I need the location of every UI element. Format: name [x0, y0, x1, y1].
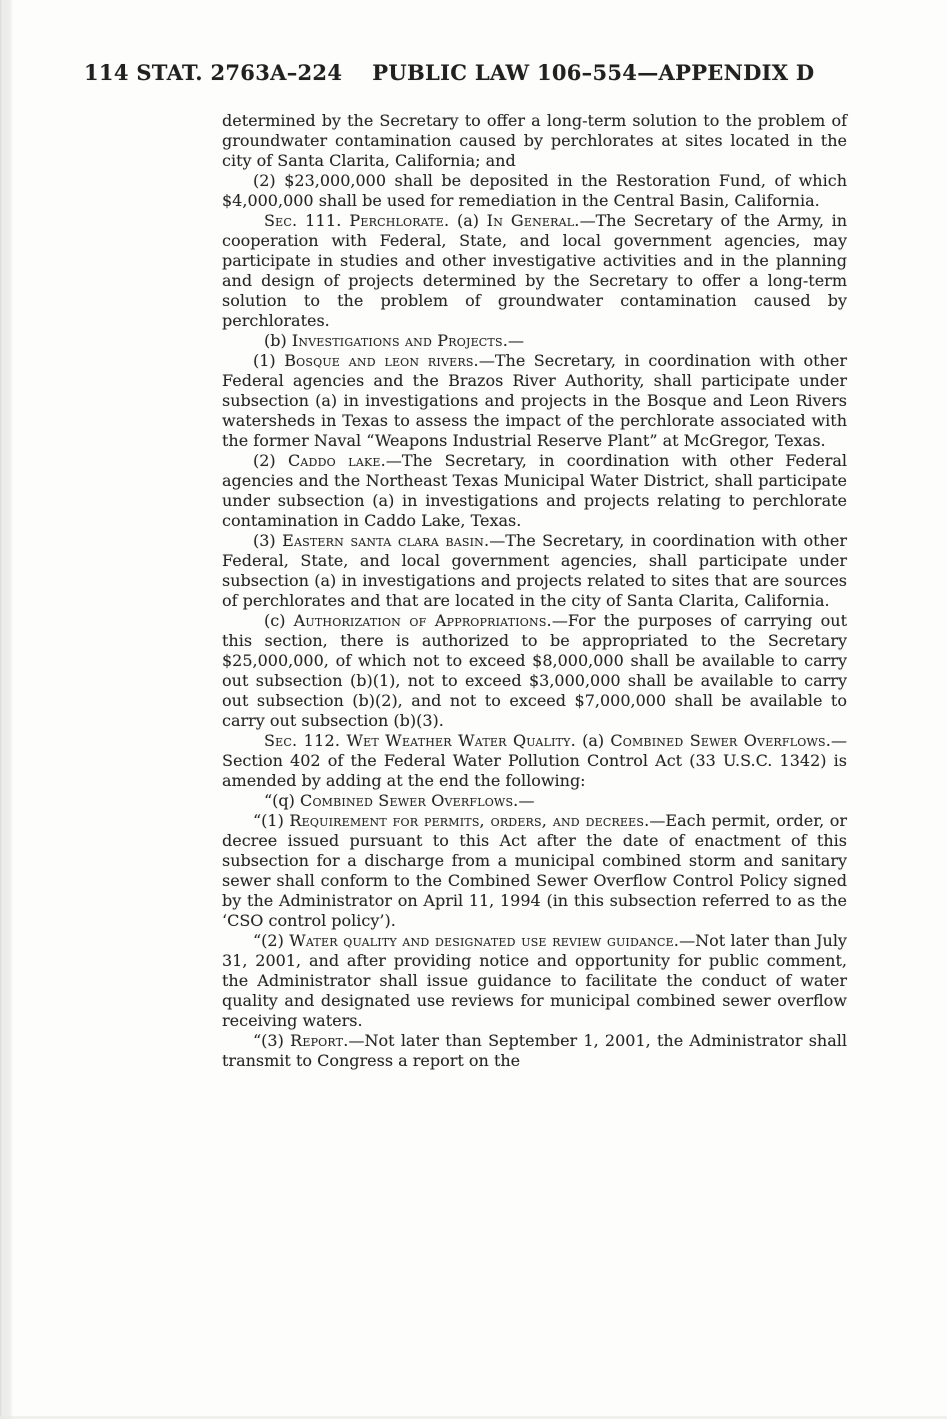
paragraph-sec-111-perchlorate	[222, 211, 847, 331]
body-text: —The Secretary, in coordination with other Federal agencies and the Brazos River Authority, shall participate under subsection (a) in investigations and projects in the Bosque and Leon Rivers watersheds in Texas to assess the impact of the perchlorate associated with the former Naval “Weapons Industrial Reserve Plant” at McGregor, Texas.	[222, 351, 848, 450]
section-heading: Sec. 112. Wet Weather Water Quality.	[264, 731, 576, 750]
scan-left-edge	[0, 0, 13, 1419]
clause-label: (1)	[253, 351, 285, 370]
clause-label: “(2)	[253, 931, 290, 950]
body-text: determined by the Secretary to offer a long-term solution to the problem of groundwater contamination caused by perchlorates at sites located in the city of Santa Clarita, California; and	[222, 111, 847, 170]
paragraph-subsec-b-investigations	[222, 331, 847, 351]
clause-label: (3)	[253, 531, 283, 550]
body-text: —Not later than July 31, 2001, and after providing notice and opportunity for public comment, the Administrator shall issue guidance to facilitate the conduct of water quality and designated use reviews for municipal combined sewer overflow receiving waters.	[222, 931, 847, 1030]
clause-label: “(3)	[253, 1031, 291, 1050]
paragraph-subsec-c-authorization	[222, 611, 847, 731]
subsection-label: (c)	[264, 611, 294, 630]
page-header	[84, 60, 814, 85]
paragraph-clause-2-caddo-lake	[222, 451, 847, 531]
body-text: —	[507, 331, 524, 350]
body-text: (a)	[449, 211, 487, 230]
subsection-label: (b)	[264, 331, 292, 350]
clause-heading: Water quality and designated use review guidance.	[289, 931, 680, 950]
paragraph-subsec-q-combined-sewer	[222, 791, 847, 811]
body-text: —Section 402 of the Federal Water Pollution Control Act (33 U.S.C. 1342) is amended by adding at the end the following:	[222, 731, 847, 790]
clause-heading: Requirement for permits, orders, and decrees.	[289, 811, 650, 830]
body-text: —Not later than September 1, 2001, the Administrator shall transmit to Congress a report on the	[222, 1031, 847, 1070]
subsection-heading: Investigations and Projects.	[291, 331, 508, 350]
clause-heading: Bosque and leon rivers.	[284, 351, 479, 370]
subsection-heading: Authorization of Appropriations.	[293, 611, 552, 630]
clause-heading: Eastern santa clara basin.	[282, 531, 490, 550]
body-text: —Each permit, order, or decree issued pursuant to this Act after the date of enactment of this subsection for a discharge from a municipal combined storm and sanitary sewer shall conform to the Combined Sewer Overflow Control Policy signed by the Administrator on April 11, 1994 (in this subsection referred to as the ‘CSO control policy’).	[222, 811, 848, 930]
clause-label: “(1)	[253, 811, 290, 830]
paragraph-clause-2-restoration-fund	[222, 171, 847, 211]
subsection-heading: Combined Sewer Overflows.	[300, 791, 519, 810]
paragraph-clause-1-requirement-permits	[222, 811, 847, 931]
subsection-heading: In General.	[486, 211, 580, 230]
statute-body	[222, 111, 847, 1071]
clause-label: (2)	[253, 451, 288, 470]
law-title: PUBLIC LAW 106–554—APPENDIX D	[372, 60, 815, 85]
subsection-heading: Combined Sewer Overflows.	[610, 731, 831, 750]
paragraph-clause-2-water-quality-guidance	[222, 931, 847, 1031]
stat-page-number: 114 STAT. 2763A–224	[84, 60, 343, 85]
paragraph-sec-112-wet-weather	[222, 731, 847, 791]
paragraph-clause-1-bosque-leon	[222, 351, 847, 451]
body-text: —The Secretary, in coordination with other Federal, State, and local government agencies, shall participate under subsection (a) in investigations and projects related to sites that are sources of perchlorates and that are located in the city of Santa Clarita, California.	[222, 531, 848, 610]
body-text: (2) $23,000,000 shall be deposited in the Restoration Fund, of which $4,000,000 shall be used for remediation in the Central Basin, California.	[222, 171, 847, 210]
clause-heading: Report.	[290, 1031, 349, 1050]
paragraph-continued-clause	[222, 111, 847, 171]
subsection-label: “(q)	[264, 791, 300, 810]
body-text: —	[518, 791, 535, 810]
paragraph-clause-3-report	[222, 1031, 847, 1071]
paragraph-clause-3-eastern-santa-clara	[222, 531, 847, 611]
section-heading: Sec. 111. Perchlorate.	[264, 211, 450, 230]
body-text: —For the purposes of carrying out this section, there is authorized to be appropriated to the Secretary $25,000,000, of which not to exceed $8,000,000 shall be available to carry out subsection (b)(1), not to exceed $3,000,000 shall be available to carry out subsection (b)(2), and not to exceed $7,000,000 shall be available to carry out subsection (b)(3).	[222, 611, 848, 730]
clause-heading: Caddo lake.	[287, 451, 386, 470]
body-text: —The Secretary of the Army, in cooperation with Federal, State, and local government agencies, may participate in studies and other investigative activities and in the planning and design of projects determined by the Secretary to offer a long-term solution to the problem of groundwater contamination caused by perchlorates.	[222, 211, 848, 330]
body-text: —The Secretary, in coordination with other Federal agencies and the Northeast Texas Municipal Water District, shall participate under subsection (a) in investigations and projects relating to perchlorate contamination in Caddo Lake, Texas.	[222, 451, 848, 530]
body-text: (a)	[575, 731, 611, 750]
